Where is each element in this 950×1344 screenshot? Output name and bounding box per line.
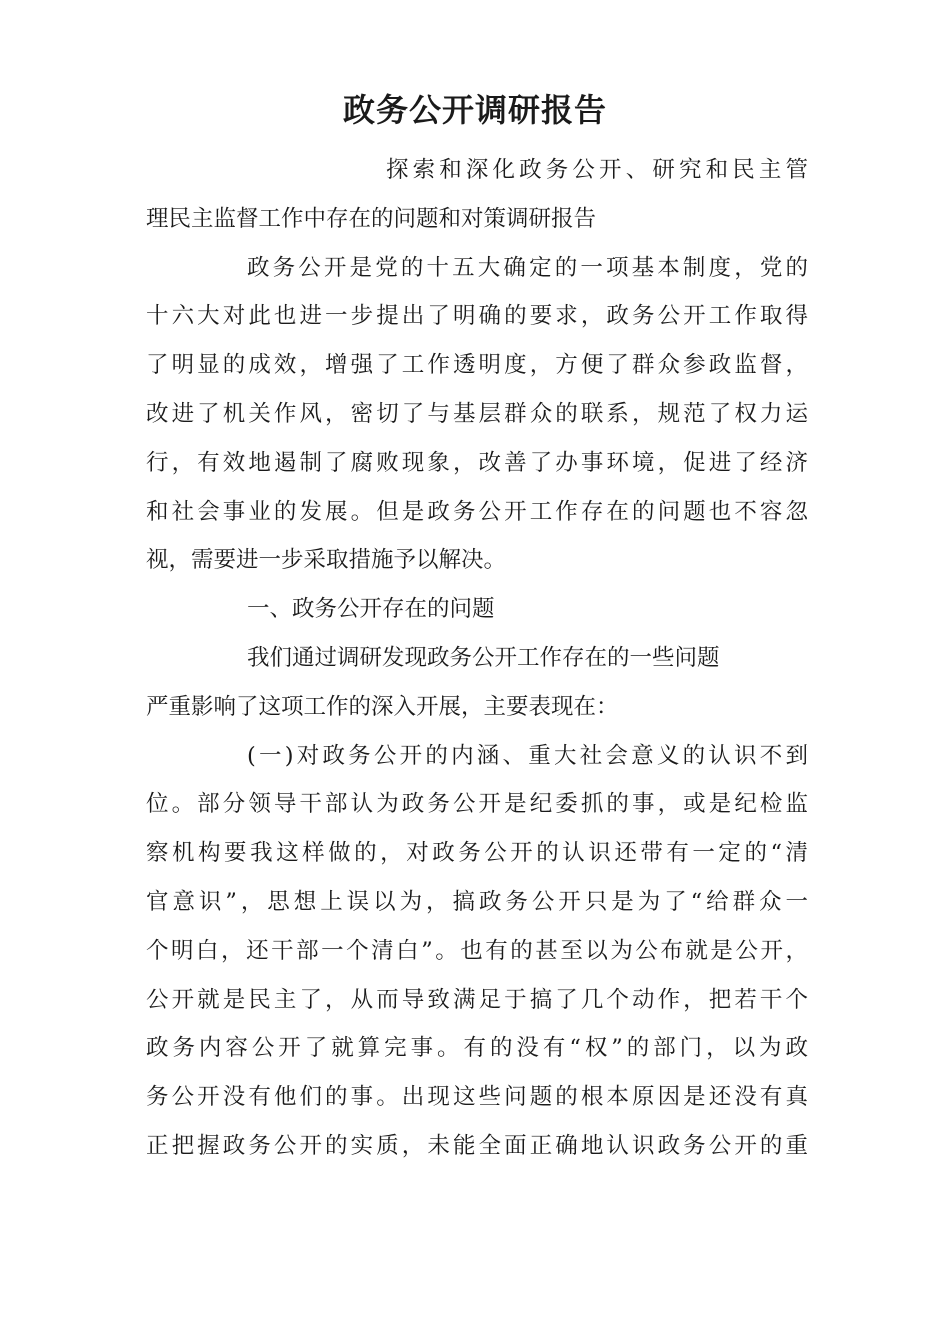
paragraph-line: (一)对政务公开的内涵、重大社会意义的认识不到 [247, 742, 808, 769]
paragraph-line: 公开就是民主了，从而导致满足于搞了几个动作，把若干个 [146, 986, 808, 1013]
paragraph-line: 政务公开是党的十五大确定的一项基本制度，党的 [247, 254, 808, 281]
paragraph-line: 视，需要进一步采取措施予以解决。 [146, 547, 507, 574]
paragraph-line: 官意识”，思想上误以为，搞政务公开只是为了“给群众一 [146, 888, 808, 915]
paragraph-line: 改进了机关作风，密切了与基层群众的联系，规范了权力运 [146, 400, 808, 427]
paragraph-line: 正把握政务公开的实质，未能全面正确地认识政务公开的重 [146, 1132, 808, 1159]
paragraph-line: 位。部分领导干部认为政务公开是纪委抓的事，或是纪检监 [146, 791, 808, 818]
paragraph-line: 个明白，还干部一个清白”。也有的甚至以为公布就是公开， [146, 937, 808, 964]
section-heading: 一、政务公开存在的问题 [247, 596, 495, 623]
paragraph-line: 我们通过调研发现政务公开工作存在的一些问题 [247, 644, 720, 671]
paragraph-line: 行，有效地遏制了腐败现象，改善了办事环境，促进了经济 [146, 449, 808, 476]
paragraph-line: 了明显的成效，增强了工作透明度，方便了群众参政监督， [146, 352, 808, 379]
paragraph-line: 十六大对此也进一步提出了明确的要求，政务公开工作取得 [146, 303, 808, 330]
paragraph-line: 务公开没有他们的事。出现这些问题的根本原因是还没有真 [146, 1084, 808, 1111]
paragraph-line: 察机构要我这样做的，对政务公开的认识还带有一定的“清 [146, 840, 808, 867]
document-title: 政务公开调研报告 [342, 91, 607, 129]
paragraph-line: 政务内容公开了就算完事。有的没有“权”的部门，以为政 [146, 1035, 808, 1062]
paragraph-line: 和社会事业的发展。但是政务公开工作存在的问题也不容忽 [146, 498, 808, 525]
document-body [146, 146, 808, 1171]
paragraph-line: 严重影响了这项工作的深入开展，主要表现在： [146, 693, 619, 720]
subtitle-line-1: 探索和深化政务公开、研究和民主管 [386, 157, 808, 183]
subtitle-line-2: 理民主监督工作中存在的问题和对策调研报告 [146, 205, 597, 232]
